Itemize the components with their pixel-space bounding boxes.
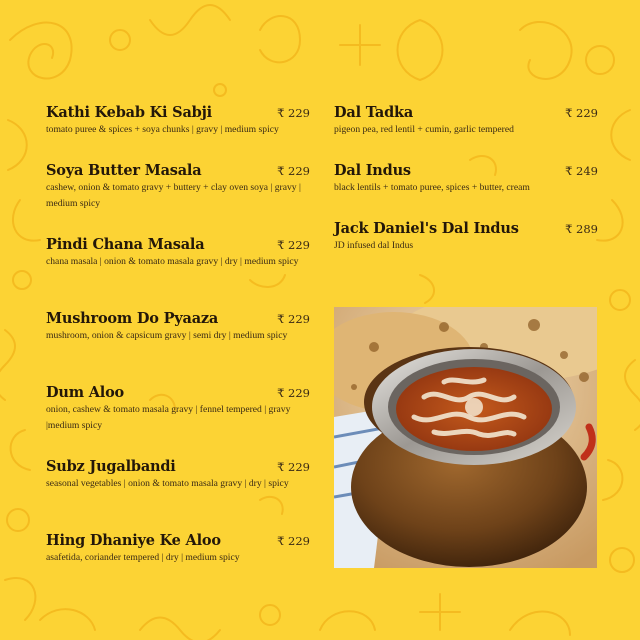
item-price: ₹ 289 bbox=[565, 222, 598, 236]
item-name: Mushroom Do Pyaaza bbox=[46, 310, 219, 327]
item-description: onion, cashew & tomato masala gravy | fennel tempered | gravy |medium spicy bbox=[46, 404, 291, 431]
right-menu-column bbox=[334, 104, 598, 260]
item-description: asafetida, coriander tempered | dry | medium spicy bbox=[46, 552, 240, 563]
item-description: pigeon pea, red lentil + cumin, garlic tempered bbox=[334, 124, 514, 135]
item-description: mushroom, onion & capsicum gravy | semi dry | medium spicy bbox=[46, 330, 288, 341]
menu-item-soya-butter-masala bbox=[46, 162, 310, 236]
menu-item-kathi-kebab-ki-sabji bbox=[46, 104, 310, 162]
item-price: ₹ 229 bbox=[277, 386, 310, 400]
menu-item-subz-jugalbandi bbox=[46, 458, 310, 532]
menu-item-jack-daniels-dal-indus bbox=[334, 220, 598, 260]
item-description: JD infused dal Indus bbox=[334, 240, 414, 251]
item-description: cashew, onion & tomato gravy + buttery + clay oven soya | gravy | medium spicy bbox=[46, 182, 301, 209]
menu-item-dal-indus bbox=[334, 162, 598, 220]
item-name: Dal Indus bbox=[334, 162, 411, 179]
item-price: ₹ 229 bbox=[277, 534, 310, 548]
menu-item-pindi-chana-masala bbox=[46, 236, 310, 310]
left-menu-column bbox=[46, 104, 310, 572]
item-name: Soya Butter Masala bbox=[46, 162, 202, 179]
dal-makhani-handi-photo bbox=[334, 307, 597, 568]
item-name: Pindi Chana Masala bbox=[46, 236, 205, 253]
item-name: Dal Tadka bbox=[334, 104, 414, 121]
item-name: Subz Jugalbandi bbox=[46, 458, 176, 475]
menu-item-mushroom-do-pyaaza bbox=[46, 310, 310, 384]
item-description: tomato puree & spices + soya chunks | gravy | medium spicy bbox=[46, 124, 279, 135]
item-name: Kathi Kebab Ki Sabji bbox=[46, 104, 212, 121]
item-name: Dum Aloo bbox=[46, 384, 125, 401]
item-price: ₹ 229 bbox=[277, 238, 310, 252]
item-price: ₹ 229 bbox=[277, 460, 310, 474]
item-price: ₹ 229 bbox=[565, 106, 598, 120]
item-price: ₹ 249 bbox=[565, 164, 598, 178]
menu-item-dum-aloo bbox=[46, 384, 310, 458]
item-price: ₹ 229 bbox=[277, 164, 310, 178]
item-name: Hing Dhaniye Ke Aloo bbox=[46, 532, 221, 549]
item-price: ₹ 229 bbox=[277, 312, 310, 326]
item-price: ₹ 229 bbox=[277, 106, 310, 120]
item-name: Jack Daniel's Dal Indus bbox=[334, 220, 519, 237]
item-description: seasonal vegetables | onion & tomato masala gravy | dry | spicy bbox=[46, 478, 289, 489]
item-description: black lentils + tomato puree, spices + butter, cream bbox=[334, 182, 530, 193]
menu-item-hing-dhaniye-ke-aloo bbox=[46, 532, 310, 572]
item-description: chana masala | onion & tomato masala gravy | dry | medium spicy bbox=[46, 256, 299, 267]
menu-item-dal-tadka bbox=[334, 104, 598, 162]
